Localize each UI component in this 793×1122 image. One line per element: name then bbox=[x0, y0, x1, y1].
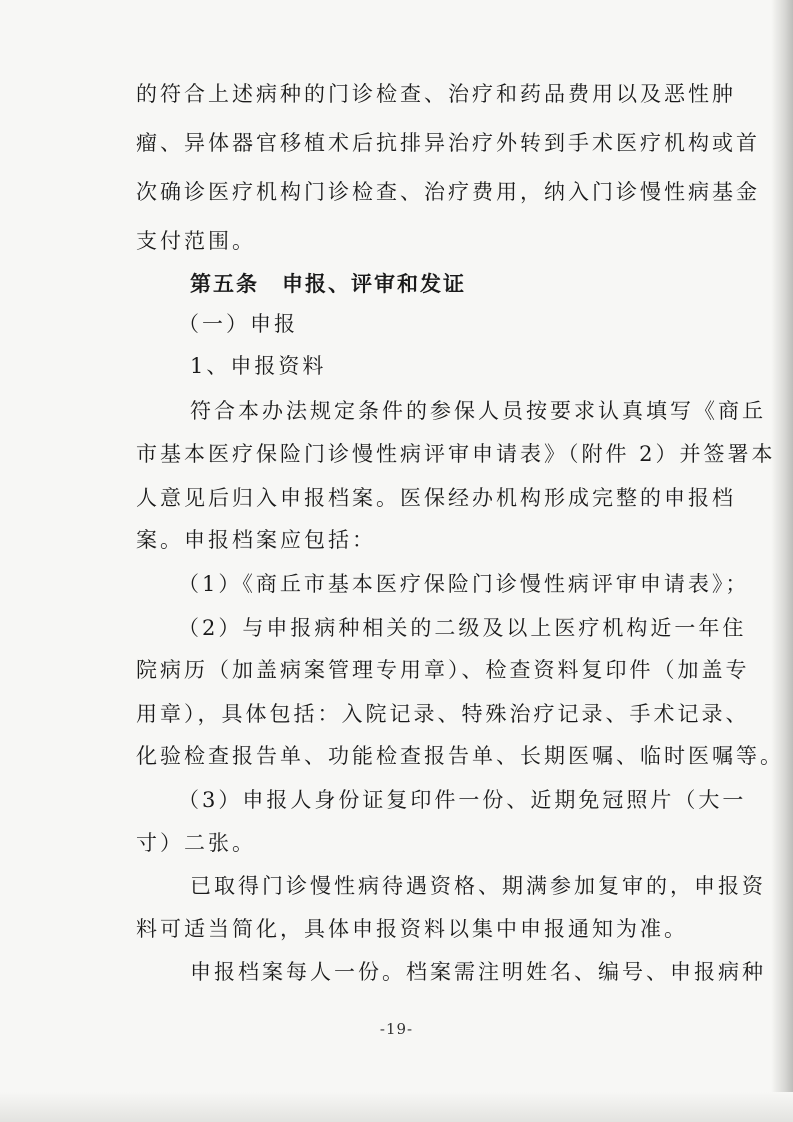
text-line: 申报档案每人一份。档案需注明姓名、编号、申报病种 bbox=[190, 960, 766, 984]
text-line: 的符合上述病种的门诊检查、治疗和药品费用以及恶性肿 bbox=[136, 82, 736, 106]
list-item: （3）申报人身份证复印件一份、近期免冠照片（大一 bbox=[178, 788, 747, 812]
scan-edge-bottom bbox=[0, 1092, 793, 1122]
text-line: 化验检查报告单、功能检查报告单、长期医嘱、临时医嘱等。 bbox=[136, 744, 784, 768]
text-line: 支付范围。 bbox=[136, 229, 256, 253]
item-heading: 1、申报资料 bbox=[190, 354, 327, 378]
text-line: 次确诊医疗机构门诊检查、治疗费用，纳入门诊慢性病基金 bbox=[136, 180, 760, 204]
text-line: 已取得门诊慢性病待遇资格、期满参加复审的，申报资 bbox=[190, 874, 766, 898]
scan-edge-right bbox=[771, 0, 793, 1122]
text-line: 案。申报档案应包括： bbox=[136, 528, 376, 552]
text-line: 人意见后归入申报档案。医保经办机构形成完整的申报档 bbox=[136, 486, 736, 510]
text-line: 料可适当简化，具体申报资料以集中申报通知为准。 bbox=[136, 917, 688, 941]
text-line: 符合本办法规定条件的参保人员按要求认真填写《商丘 bbox=[190, 399, 766, 423]
section-heading: 第五条 申报、评审和发证 bbox=[190, 272, 466, 296]
text-line: 瘤、异体器官移植术后抗排异治疗外转到手术医疗机构或首 bbox=[136, 131, 760, 155]
page-number: -19- bbox=[379, 1020, 414, 1038]
list-item: （2）与申报病种相关的二级及以上医疗机构近一年住 bbox=[178, 616, 747, 640]
text-line: 寸）二张。 bbox=[136, 831, 256, 855]
text-line: 院病历（加盖病案管理专用章）、检查资料复印件（加盖专 bbox=[136, 658, 750, 682]
subsection-heading: （一）申报 bbox=[178, 312, 298, 336]
text-line: 市基本医疗保险门诊慢性病评审申请表》（附件 2）并签署本 bbox=[136, 442, 776, 466]
text-line: 用章），具体包括：入院记录、特殊治疗记录、手术记录、 bbox=[136, 702, 750, 726]
list-item: （1）《商丘市基本医疗保险门诊慢性病评审申请表》； bbox=[178, 572, 750, 596]
